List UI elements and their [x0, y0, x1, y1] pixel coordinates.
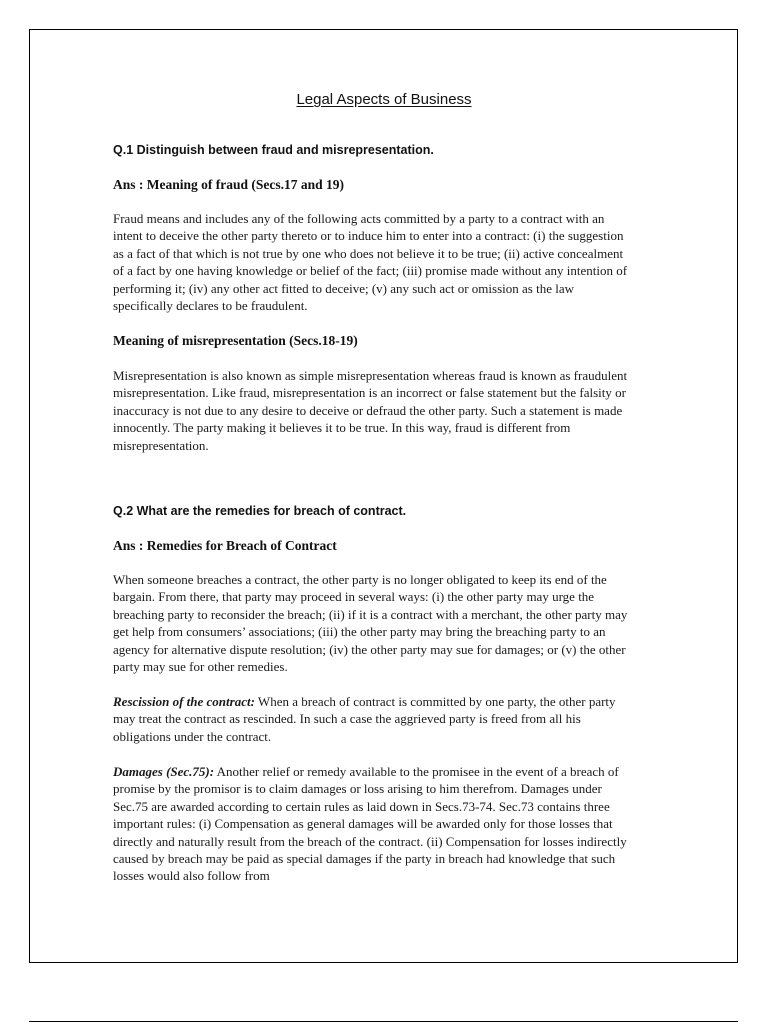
damages-text: Another relief or remedy available to the promisee in the event of a breach of promise by the promisor is to claim damages or loss arising to him therefrom. Damages under Sec.75 are awarded according to certain rules as laid down in Secs.73-74. Sec.73 contains three important rules: (i) Compensation as general damages will be awarded only for those losses that directly and naturally result from the breach of the contract. (ii) Compensation for losses indirectly caused by breach may be paid as special damages if the party in breach had knowledge that such losses would also follow from [113, 764, 627, 884]
rescission-paragraph [113, 693, 633, 745]
bottom-divider [29, 1021, 738, 1022]
damages-paragraph [113, 763, 633, 885]
answer-1-heading: Ans : Meaning of fraud (Secs.17 and 19) [113, 177, 345, 192]
misrepresentation-paragraph: Misrepresentation is also known as simple misrepresentation whereas fraud is known as fraudulent misrepresentation. Like fraud, misrepresentation is an incorrect or false statement but the falsity or inaccuracy is not due to any desire to deceive or defraud the other party. Such a statement is made innocently. The party making it believes it to be true. In this way, fraud is different from misrepresentation. [113, 368, 628, 453]
misrepresentation-subheading: Meaning of misrepresentation (Secs.18-19) [113, 333, 358, 348]
rescission-lead: Rescission of the contract: [113, 694, 255, 709]
question-1-heading: Q.1 Distinguish between fraud and misrepresentation. [113, 143, 434, 157]
damages-lead: Damages (Sec.75): [113, 764, 215, 779]
fraud-definition-paragraph: Fraud means and includes any of the following acts committed by a party to a contract with an intent to deceive the other party thereto or to induce him to enter into a contract: (i) the suggestion as a fact of that which is not true by one who does not believe it to be true; (ii) active concealment of a fact by one having knowledge or belief of the fact; (iii) promise made without any intention of performing it; (iv) any other act fitted to deceive; (v) any such act or omission as the law specifically declares to be fraudulent. [113, 211, 628, 314]
question-2-heading: Q.2 What are the remedies for breach of contract. [113, 504, 407, 518]
rescission-text: When a breach of contract is committed by one party, the other party may treat the contract as rescinded. In such a case the aggrieved party is freed from all his obligations under the contract. [113, 694, 616, 744]
answer-2-heading: Ans : Remedies for Breach of Contract [113, 538, 337, 553]
document-title: Legal Aspects of Business [296, 91, 472, 108]
breach-remedies-paragraph: When someone breaches a contract, the other party is no longer obligated to keep its end of the bargain. From there, that party may proceed in several ways: (i) the other party may urge the breaching party to reconsider the breach; (ii) if it is a contract with a merchant, the other party may get help from consumers’ associations; (iii) the other party may bring the breaching party to an agency for alternative dispute resolution; (iv) the other party may sue for damages; or (v) the other party may sue for other remedies. [113, 572, 628, 675]
